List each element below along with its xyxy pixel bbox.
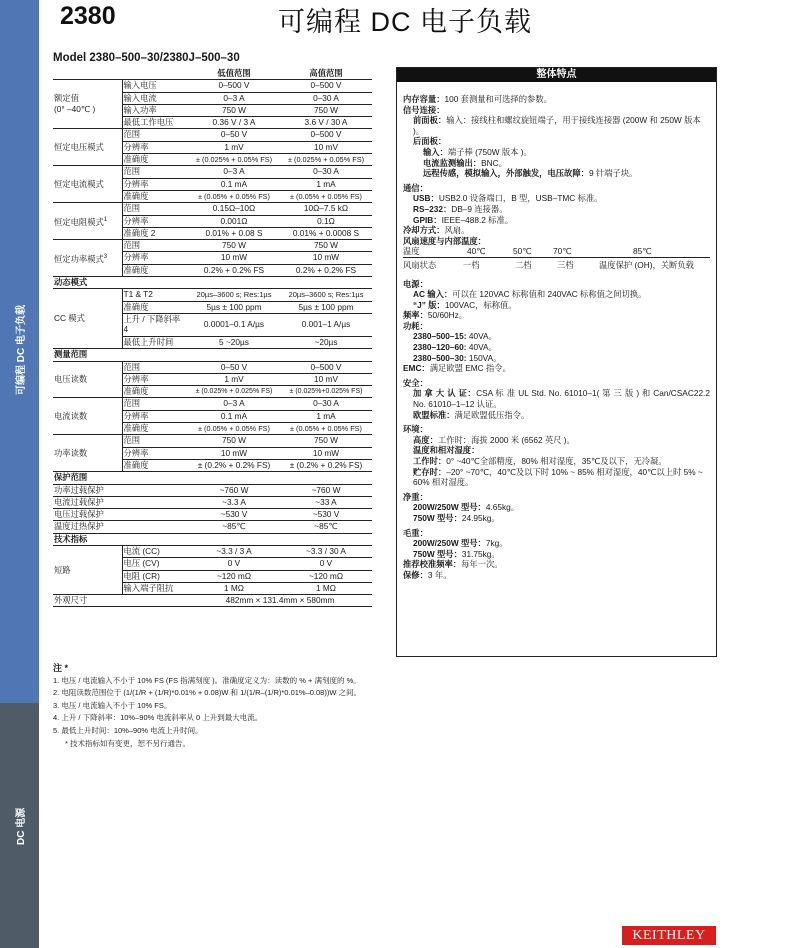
row-high: 3.6 V / 30 A bbox=[280, 117, 372, 129]
table-row bbox=[53, 398, 372, 410]
row-high: ± (0.2% + 0.2% FS) bbox=[280, 459, 372, 471]
row-high: ~20µs bbox=[280, 336, 372, 348]
comm-label: 通信： bbox=[403, 182, 428, 193]
gpib-label: GPIB： bbox=[413, 214, 442, 225]
spec-header-row bbox=[53, 68, 372, 80]
row-high: 750 W bbox=[280, 104, 372, 116]
section-row bbox=[53, 277, 372, 289]
cooling-text: 风扇。 bbox=[444, 225, 470, 236]
row-low: 0–3 A bbox=[188, 398, 280, 410]
section-measure: 测量范围 bbox=[53, 349, 372, 361]
rated-group bbox=[53, 80, 122, 129]
row-low: 750 W bbox=[188, 240, 280, 252]
row-label: 分辨率 bbox=[122, 252, 188, 264]
net-model: 200W/250W 型号： bbox=[413, 502, 486, 513]
table-row bbox=[53, 240, 372, 252]
dimension-value: 482mm × 131.4mm × 580mm bbox=[188, 595, 372, 607]
row-low: 0.36 V / 3 A bbox=[188, 117, 280, 129]
gross-value: 7kg。 bbox=[485, 538, 508, 549]
row-label: 准确度 bbox=[122, 459, 188, 471]
cooling-label: 冷却方式： bbox=[403, 225, 445, 236]
consume-label: 功耗： bbox=[403, 320, 428, 331]
row-high: 0.2% + 0.2% FS bbox=[280, 264, 372, 276]
row-label: 分辨率 bbox=[122, 178, 188, 190]
table-row bbox=[53, 166, 372, 178]
cp-title: 恒定功率模式 bbox=[54, 253, 104, 264]
warranty-label: 保修： bbox=[403, 569, 428, 580]
gross-value: 31.75kg。 bbox=[461, 548, 500, 559]
consume-value: 40VA。 bbox=[468, 342, 497, 353]
row-high: ~120 mΩ bbox=[280, 570, 372, 582]
section-dynamic: 动态模式 bbox=[53, 277, 372, 289]
consume-value: 150VA。 bbox=[468, 352, 502, 363]
table-row bbox=[53, 521, 372, 533]
cr-sup: 1 bbox=[103, 216, 108, 223]
row-low: 0.001Ω bbox=[188, 215, 280, 227]
fan-table-row bbox=[403, 260, 710, 271]
row-low: ~120 mΩ bbox=[188, 570, 280, 582]
row-low: ~3.3 / 3 A bbox=[188, 545, 280, 557]
gross-weight-label: 毛重： bbox=[403, 527, 428, 538]
note-item: 1. 电压 / 电流输入不小于 10% FS (FS 指满刻度 )。准确度定义为：读数的 % + 满刻度的 %。 bbox=[53, 675, 361, 685]
row-high: 10 mW bbox=[280, 447, 372, 459]
row-high: 5µs ± 100 ppm bbox=[280, 301, 372, 313]
consume-value: 40VA。 bbox=[468, 331, 497, 342]
row-high: 0–500 V bbox=[280, 129, 372, 141]
row-low: 0–500 V bbox=[188, 80, 280, 92]
row-low: 10 mW bbox=[188, 447, 280, 459]
front-panel-text: 输入：接线柱和螺纹旋钮端子，用于接线连接器 (200W 和 250W 版本 )。 bbox=[413, 115, 701, 136]
fan-table-head bbox=[403, 246, 710, 258]
row-label: 电流 (CC) bbox=[122, 545, 188, 557]
gpib-text: IEEE–488.2 标准。 bbox=[441, 214, 514, 225]
row-low: ~3.3 A bbox=[188, 496, 280, 508]
section-row bbox=[53, 472, 372, 484]
row-label: 范围 bbox=[122, 203, 188, 215]
row-high: 0.001–1 A/µs bbox=[280, 313, 372, 336]
env-label: 环境： bbox=[403, 424, 428, 435]
safety-label: 安全： bbox=[403, 377, 428, 388]
current-monitor-label: 电流监测输出： bbox=[423, 157, 482, 168]
net-value: 4.65kg。 bbox=[485, 502, 520, 513]
input-text: 端子棒 (750W 版本 )。 bbox=[447, 146, 532, 157]
row-label: 准确度 bbox=[122, 301, 188, 313]
row-high: 20µs–3600 s; Res:1µs bbox=[280, 289, 372, 301]
short-circuit-title: 短路 bbox=[53, 545, 122, 594]
j-version-text: 100VAC，标称值。 bbox=[444, 299, 517, 310]
col-high-header: 高值范围 bbox=[280, 68, 372, 80]
j-version-label: “J” 版： bbox=[413, 299, 445, 310]
page-title: 可编程 DC 电子负载 bbox=[278, 7, 532, 37]
canada-text: CSA 标 准 UL Std. No. 61010–1( 第 三 版 ) 和 Can/CSAC22.2 No. 61010–1–12 认证。 bbox=[413, 388, 710, 410]
row-high: 1 MΩ bbox=[280, 582, 372, 594]
net-model: 750W 型号： bbox=[413, 512, 462, 523]
row-high: 0–30 A bbox=[280, 398, 372, 410]
note-item: 2. 电阻读数范围位于 (1/(1/R + (1/R)*0.01% + 0.08)W 和 1/(1/R–(1/R)*0.01%–0.08))W 之间。 bbox=[53, 688, 362, 698]
remote-text: 9 针端子块。 bbox=[588, 168, 638, 179]
row-high: 0 V bbox=[280, 558, 372, 570]
row-low: 0.15Ω–10Ω bbox=[188, 203, 280, 215]
row-label: 准确度 bbox=[122, 386, 188, 398]
row-low: 5 ~20µs bbox=[188, 336, 280, 348]
row-high: ~530 V bbox=[280, 509, 372, 521]
row-high: 10 mV bbox=[280, 373, 372, 385]
fan-head-cell: 85℃ bbox=[633, 246, 652, 257]
row-high: ~3.3 / 30 A bbox=[280, 545, 372, 557]
fan-label: 风扇速度与内部温度： bbox=[403, 235, 486, 246]
row-label: 电阻 (CR) bbox=[122, 570, 188, 582]
section-row bbox=[53, 349, 372, 361]
row-label: 范围 bbox=[122, 361, 188, 373]
row-label: 范围 bbox=[122, 129, 188, 141]
features-box bbox=[396, 67, 717, 657]
eu-label: 欧盟标准： bbox=[413, 409, 455, 420]
row-low: 5µs ± 100 ppm bbox=[188, 301, 280, 313]
row-low: 0.2% + 0.2% FS bbox=[188, 264, 280, 276]
table-row bbox=[53, 595, 372, 607]
row-label: 电压 (CV) bbox=[122, 558, 188, 570]
cp-group bbox=[53, 240, 122, 277]
eu-text: 满足欧盟低压指令。 bbox=[454, 409, 530, 420]
row-label: 输入端子阻抗 bbox=[122, 582, 188, 594]
row-low: ± (0.05% + 0.05% FS) bbox=[188, 190, 280, 202]
row-high: ± (0.05% + 0.05% FS) bbox=[280, 190, 372, 202]
row-high: 1 mA bbox=[280, 410, 372, 422]
row-high: 0.01% + 0.0008 S bbox=[280, 227, 372, 239]
operating-label: 工作时： bbox=[413, 456, 447, 466]
table-row bbox=[53, 545, 372, 557]
table-row bbox=[53, 361, 372, 373]
input-label: 输入： bbox=[423, 146, 448, 157]
row-low: 750 W bbox=[188, 435, 280, 447]
fan-cell: 二档 bbox=[515, 259, 532, 270]
table-row bbox=[53, 203, 372, 215]
row-low: 0 V bbox=[188, 558, 280, 570]
table-row bbox=[53, 496, 372, 508]
row-low: 20µs–3600 s; Res:1µs bbox=[188, 289, 280, 301]
model-title: Model 2380–500–30/2380J–500–30 bbox=[53, 52, 240, 64]
row-high: 0–500 V bbox=[280, 361, 372, 373]
emc-label: EMC： bbox=[403, 363, 430, 374]
emc-text: 满足欧盟 EMC 指令。 bbox=[429, 363, 511, 374]
row-low: 0–50 V bbox=[188, 129, 280, 141]
row-low: 1 mV bbox=[188, 373, 280, 385]
row-high: 10 mW bbox=[280, 252, 372, 264]
row-low: 0–50 V bbox=[188, 361, 280, 373]
model-number: 2380 bbox=[60, 2, 116, 30]
front-panel-label: 前面板： bbox=[413, 115, 447, 126]
spec-table bbox=[53, 68, 372, 607]
note-item: 5. 最低上升时间：10%–90% 电流上升时间。 bbox=[53, 725, 203, 735]
row-low: ± (0.05% + 0.05% FS) bbox=[188, 423, 280, 435]
consume-model: 2380–120–60: bbox=[413, 342, 467, 353]
signal-label: 信号连接： bbox=[403, 104, 445, 115]
sidebar-label-category: DC 电源 bbox=[16, 807, 27, 845]
cc-mode-title: CC 模式 bbox=[53, 289, 122, 349]
consume-model: 2380–500–15: bbox=[413, 331, 467, 342]
net-value: 24.95kg。 bbox=[461, 512, 500, 523]
current-read-title: 电流读数 bbox=[53, 398, 122, 435]
power-read-title: 功率读数 bbox=[53, 435, 122, 472]
row-label: 温度过热保护 bbox=[53, 521, 188, 533]
row-low: ~760 W bbox=[188, 484, 280, 496]
warranty-text: 3 年。 bbox=[427, 569, 452, 580]
table-row bbox=[53, 289, 372, 301]
gross-model: 200W/250W 型号： bbox=[413, 538, 486, 549]
table-row bbox=[53, 80, 372, 92]
row-label: 范围 bbox=[122, 435, 188, 447]
row-low: ± (0.2% + 0.2% FS) bbox=[188, 459, 280, 471]
keithley-logo: KEITHLEY bbox=[622, 926, 716, 945]
rear-panel-label: 后面板： bbox=[413, 136, 447, 147]
row-high: 0.1Ω bbox=[280, 215, 372, 227]
note-item: 3. 电压 / 电流输入不小于 10% FS。 bbox=[53, 700, 172, 710]
temp-label: 温度和相对湿度： bbox=[413, 445, 480, 456]
row-high: 0–30 A bbox=[280, 92, 372, 104]
memory-label: 内存容量： bbox=[403, 94, 445, 104]
row-label: 准确度 bbox=[122, 190, 188, 202]
row-label: 输入电压 bbox=[122, 80, 188, 92]
row-low: ~85℃ bbox=[188, 521, 280, 533]
row-high: ~33 A bbox=[280, 496, 372, 508]
row-label: 准确度 bbox=[122, 264, 188, 276]
row-low: 0–3 A bbox=[188, 92, 280, 104]
consume-model: 2380–500–30: bbox=[413, 352, 467, 363]
dimension-label: 外观尺寸 bbox=[53, 595, 188, 607]
fan-cell: 温度保护 (OH)，关断负载 bbox=[599, 259, 694, 270]
row-low: ± (0.025% + 0.05% FS) bbox=[188, 154, 280, 166]
table-row bbox=[53, 509, 372, 521]
row-high: ~85℃ bbox=[280, 521, 372, 533]
row-low: 10 mW bbox=[188, 252, 280, 264]
usb-text: USB2.0 设备端口，B 型，USB–TMC 标准。 bbox=[438, 193, 603, 204]
net-weight-label: 净重： bbox=[403, 491, 428, 502]
memory-text: 100 套测量和可选择的参数。 bbox=[444, 94, 552, 104]
row-low: 0.1 mA bbox=[188, 178, 280, 190]
rs232-text: DB–9 连接器。 bbox=[451, 203, 508, 214]
row-high: 0–30 A bbox=[280, 166, 372, 178]
freq-text: 50/60Hz。 bbox=[427, 310, 468, 321]
cc-title: 恒定电流模式 bbox=[53, 166, 122, 203]
row-label: 准确度 bbox=[122, 154, 188, 166]
row-high: ~760 W bbox=[280, 484, 372, 496]
row-label: 输入功率 bbox=[122, 104, 188, 116]
row-label: 范围 bbox=[122, 166, 188, 178]
row-label: 输入电流 bbox=[122, 92, 188, 104]
row-label: 功率过载保护 bbox=[53, 484, 188, 496]
storage-text: –20° ~70℃，40℃及以下时 10% ~ 85% 相对湿度，40℃以上时 5% ~ 60% 相对湿度。 bbox=[413, 466, 703, 488]
row-label: 范围 bbox=[122, 240, 188, 252]
row-low: 1 MΩ bbox=[188, 582, 280, 594]
sidebar-label-product: 可编程 DC 电子负载 bbox=[16, 305, 27, 395]
cr-title: 恒定电阻模式 bbox=[54, 216, 104, 227]
rated-title: 额定值 bbox=[54, 93, 79, 104]
table-row bbox=[53, 129, 372, 141]
rated-cond: (0° –40℃ ) bbox=[54, 104, 96, 115]
freq-label: 频率： bbox=[403, 310, 428, 321]
rs232-label: RS–232： bbox=[413, 203, 452, 214]
fan-cell: 一档 bbox=[463, 259, 480, 270]
voltage-read-title: 电压读数 bbox=[53, 361, 122, 398]
ac-text: 可以在 120VAC 标称值和 240VAC 标称值之间切换。 bbox=[452, 289, 647, 300]
current-monitor-text: BNC。 bbox=[481, 157, 507, 168]
col-low-header: 低值范围 bbox=[188, 68, 280, 80]
storage-label: 贮存时： bbox=[413, 466, 447, 477]
usb-label: USB： bbox=[413, 193, 439, 204]
fan-cell: 三档 bbox=[557, 259, 574, 270]
row-low: ± (0.025% + 0.025% FS) bbox=[188, 386, 280, 398]
row-high: 0–500 V bbox=[280, 80, 372, 92]
table-row bbox=[53, 484, 372, 496]
row-low: 1 mV bbox=[188, 141, 280, 153]
cr-group bbox=[53, 203, 122, 240]
altitude-label: 高度： bbox=[413, 434, 438, 445]
row-high: ± (0.05% + 0.05% FS) bbox=[280, 423, 372, 435]
fan-head-cell: 40℃ bbox=[467, 246, 486, 257]
row-high: ± (0.025%+0.025% FS) bbox=[280, 386, 372, 398]
power-label: 电源： bbox=[403, 278, 428, 289]
features-title: 整体特点 bbox=[397, 68, 716, 82]
row-low: 750 W bbox=[188, 104, 280, 116]
fan-cell: 风扇状态 bbox=[403, 259, 437, 270]
row-label: 范围 bbox=[122, 398, 188, 410]
operating-text: 0° ~40℃全部精度，80% 相对湿度，35℃及以下，无冷凝。 bbox=[446, 456, 667, 466]
row-label: 上升 / 下降斜率 4 bbox=[122, 313, 188, 336]
note-item: 4. 上升 / 下降斜率：10%–90% 电流斜率从 0 上升到最大电流。 bbox=[53, 713, 263, 723]
ac-label: AC 输入： bbox=[413, 289, 453, 300]
row-label: 最低上升时间 bbox=[122, 336, 188, 348]
row-label: 分辨率 bbox=[122, 410, 188, 422]
row-label: 分辨率 bbox=[122, 447, 188, 459]
remote-label: 远程传感，模拟输入，外部触发，电压故障： bbox=[423, 168, 589, 179]
row-label: 电流过载保护 bbox=[53, 496, 188, 508]
row-low: 0.01% + 0.08 S bbox=[188, 227, 280, 239]
row-label: 分辨率 bbox=[122, 215, 188, 227]
cv-title: 恒定电压模式 bbox=[53, 129, 122, 166]
row-high: 750 W bbox=[280, 240, 372, 252]
fan-head-cell: 温度 bbox=[403, 246, 420, 257]
fan-head-cell: 70℃ bbox=[553, 246, 572, 257]
row-high: 1 mA bbox=[280, 178, 372, 190]
row-low: 0–3 A bbox=[188, 166, 280, 178]
cp-sup: 3 bbox=[103, 253, 108, 260]
row-high: 750 W bbox=[280, 435, 372, 447]
section-protect: 保护范围 bbox=[53, 472, 372, 484]
row-label: 准确度 2 bbox=[122, 227, 188, 239]
fan-head-cell: 50℃ bbox=[513, 246, 532, 257]
notes bbox=[53, 662, 713, 750]
row-label: 分辨率 bbox=[122, 373, 188, 385]
calibration-text: 每年一次。 bbox=[461, 559, 503, 570]
row-low: ~530 V bbox=[188, 509, 280, 521]
row-high: 10 mV bbox=[280, 141, 372, 153]
row-high: 10Ω–7.5 kΩ bbox=[280, 203, 372, 215]
section-tech: 技术指标 bbox=[53, 533, 372, 545]
row-label: 最低工作电压 bbox=[122, 117, 188, 129]
notes-title: 注 * bbox=[53, 663, 69, 673]
row-label: T1 & T2 bbox=[122, 289, 188, 301]
row-low: 0.1 mA bbox=[188, 410, 280, 422]
section-row bbox=[53, 533, 372, 545]
row-high: ± (0.025% + 0.05% FS) bbox=[280, 154, 372, 166]
gross-model: 750W 型号： bbox=[413, 548, 462, 559]
altitude-text: 工作时：海拔 2000 米 (6562 英尺 )。 bbox=[437, 434, 575, 445]
note-item: * 技术指标如有变更，恕不另行通告。 bbox=[65, 738, 191, 748]
row-low: 0.0001–0.1 A/µs bbox=[188, 313, 280, 336]
row-label: 分辨率 bbox=[122, 141, 188, 153]
canada-label: 加 拿 大 认 证： bbox=[413, 388, 477, 399]
calibration-label: 推荐校准频率： bbox=[403, 559, 462, 570]
row-label: 电压过载保护 bbox=[53, 509, 188, 521]
row-label: 准确度 bbox=[122, 423, 188, 435]
table-row bbox=[53, 435, 372, 447]
